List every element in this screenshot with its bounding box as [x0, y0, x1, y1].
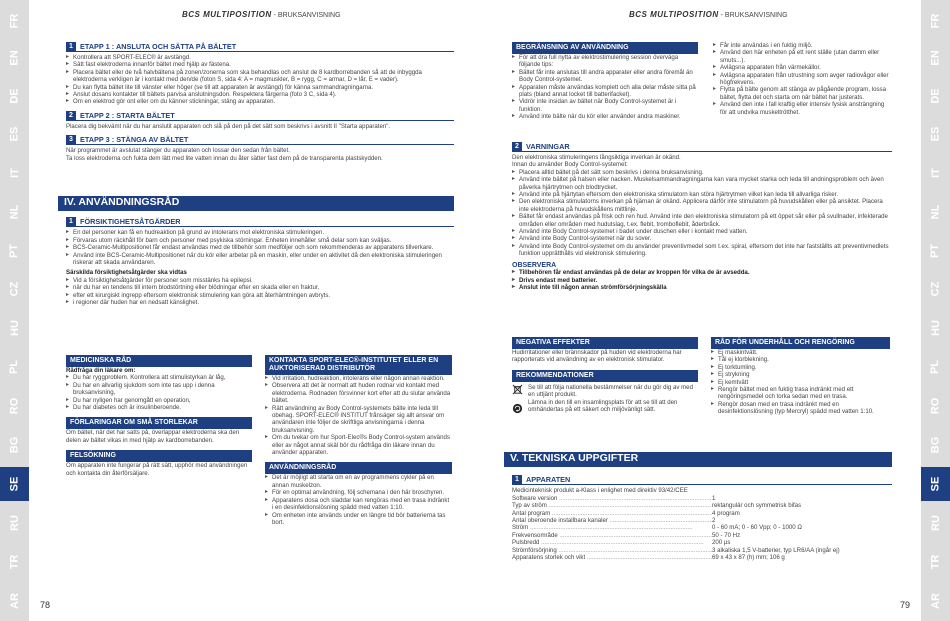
list-item: ▸ i regioner där huden har en nedsatt känslighet. [66, 299, 454, 306]
lang-tab-es[interactable]: ES [929, 126, 942, 142]
begransning-list [512, 54, 698, 121]
list-item: ▸ Använd den inte i fall kraftig eller intensiv fysisk ansträngning för att undvika muskeltrötthet. [713, 101, 890, 116]
right-lower-right-column [711, 337, 890, 416]
spec-table [512, 495, 892, 562]
list-item: ▸ efter ett kirurgiskt ingrepp eftersom elektronisk stimulering kan göra att återhämtningen avbryts. [66, 292, 454, 299]
recycle-icon [512, 403, 523, 414]
list-item: ▸ Bältet får inte anslutas till andra apparater eller andra föremål än Body Control-systemet. [512, 69, 698, 84]
language-tabs-left [0, 0, 29, 621]
etapp3-text: När programmet är avslutat stänger du apparaten och lossar den sedan från bältet. [66, 147, 290, 155]
lang-tab-pl[interactable]: PL [929, 359, 942, 375]
lang-tab-ro[interactable]: RO [8, 397, 21, 415]
varningar-list [512, 169, 892, 258]
list-item: ▸ För att dra full nytta av elektrostimulering session överväga följande tips: [512, 54, 698, 69]
box-title: KONTAKTA SPORT-ELEC®-INSTITUTET ELLER EN AUKTORISERAD DISTRIBUTÖR [265, 355, 452, 375]
observera-list [512, 269, 892, 291]
begransning-list-cont [713, 42, 890, 116]
list-item: ▸ Rätt användning av Body Control-systemets bälte inte leda till obehag. SPORT-ELEC® INSTITUT frånsäger sig allt ansvar om användaren inte följer de skriftliga anvisningarna i denna bruksanvisning. [265, 405, 452, 435]
list-item: ▸ Kontrollera att SPORT-ELEC® är avstängd. [66, 54, 454, 61]
box-title: MEDICINSKA RÅD [66, 355, 252, 367]
list-item: ▸ Ej kemtvätt [711, 379, 890, 386]
right-top-right-column [713, 42, 890, 116]
spec-row: Antal program ..... 4 program [512, 510, 892, 517]
list-item: ▸ Du har diabetes och är insulinberoende. [66, 404, 252, 411]
list-item: ▸ Använd inte på hjärtytan eftersom den elektroniska stimulatorn kan störa hjärtrytmen vilket kan leda till allvarliga risker. [512, 191, 892, 198]
section-title: APPARATEN [526, 475, 571, 485]
list-item: ▸ Avlägsna apparaten från utrustning som avger radiovågor eller högfrekvens. [713, 72, 890, 87]
list-item: ▸ Ej maskintvätt. [711, 349, 890, 356]
section-etapp2: 2 ETAPP 2 : STARTA BÄLTET [66, 111, 454, 121]
brand-logo: BCS MULTIPOSITION [629, 10, 719, 19]
chapter-title: IV. ANVÄNDNINGSRÅD [58, 196, 454, 211]
left-middle-column [58, 196, 454, 306]
list-item: ▸ Om du tvekar om hur Sport-Elec®s Body Control-system används eller av något annat skäl bör du rådfråga din läkare innan du använder apparaten. [265, 434, 452, 456]
page-header-left: BCS MULTIPOSITION - BRUKSANVISNING [182, 10, 341, 19]
lang-tab-fr[interactable]: FR [929, 13, 942, 29]
box-title: NEGATIVA EFFEKTER [512, 337, 698, 349]
section-title: ETAPP 3 : STÄNGA AV BÄLTET [80, 135, 189, 145]
lang-tab-ru[interactable]: RU [8, 515, 21, 531]
lang-tab-tr[interactable]: TR [929, 554, 942, 570]
page-header-right: BCS MULTIPOSITION - BRUKSANVISNING [629, 10, 788, 19]
list-item: ▸ Om enheten inte används under en längre tid bör batterierna tas bort. [265, 512, 452, 527]
list-item: ▸ Du kan flytta bältet lite till vänster eller höger (se till att apparaten är avstängd) för känna sammandragningarna. [66, 84, 454, 91]
etapp2-text: Placera dig bekvämt när du har anslutit apparaten och slå på den på det sätt som beskrivs i avsnitt II "Starta apparaten". [66, 122, 391, 130]
observera-title: OBSERVERA [512, 261, 557, 269]
list-item: ▸ Vid a försiktighetsåtgärder för personer som misstänks ha epilepsi. [66, 277, 454, 284]
underhall-list [711, 349, 890, 416]
box-title: RÅD FÖR UNDERHÅLL OCH RENGÖRING [711, 337, 890, 349]
forsiktighet-sub-list [66, 277, 454, 307]
spec-row: Strömförsörjning ..... 3 alkaliska 1,5 V-batterier, typ LR6/AA (ingår ej) [512, 547, 892, 554]
list-item: ▸ En del personer kan få en hudreaktion på grund av intolerans mot elektroniska stimuleringen. [66, 229, 454, 236]
section-title: ETAPP 1 : ANSLUTA OCH SÄTTA PÅ BÄLTET [80, 41, 237, 51]
list-item: ▸ Sätt fast elektroderna innanför bältet med hjälp av fästena. [66, 61, 454, 68]
lang-tab-es[interactable]: ES [8, 126, 21, 142]
lang-tab-de[interactable]: DE [929, 88, 942, 104]
felsokning-text: Om apparaten inte fungerar på rätt sätt, upphör med användningen och kontakta din återförsäljare. [66, 462, 248, 477]
list-item: ▸ Rengör bältet med en fuktig trasa indränkt med ett rengöringsmedel och torka sedan med en trasa. [711, 386, 890, 401]
box-title: ANVÄNDNINGSRÅD [265, 462, 452, 474]
page-number-right: 79 [900, 600, 911, 610]
list-item: ▸ Rengör dosan med en trasa indränkt med en desinfektionslösning (typ Mercryl) spädd med vatten 1:10. [711, 401, 890, 416]
list-item: ▸ Flytta på bälte genom att stänga av pågående program, lossa bältet, flytta det och starta om när bältet har justerats. [713, 86, 890, 101]
chapter-title: V. TEKNISKA UPPGIFTER [504, 452, 892, 467]
lang-tab-bg[interactable]: BG [929, 436, 942, 454]
list-item: ▸ Tillbehören får endast användas på de delar av kroppen för vilka de är avsedda. [512, 269, 892, 276]
section-title: ETAPP 2 : STARTA BÄLTET [80, 110, 175, 120]
list-item: ▸ Får inte användas i en fuktig miljö. [713, 42, 890, 49]
list-item: ▸ Använd inte Body Control-systemet när du sover. [512, 235, 892, 242]
list-item: ▸ Använd inte Body Control-systemet i badet under duschen eller i kontakt med vatten. [512, 228, 892, 235]
forsiktighet-list [66, 229, 454, 266]
section-etapp3: 3 ETAPP 3 : STÄNGA AV BÄLTET [66, 135, 454, 145]
list-item: ▸ Det är möjligt att starta om en av programmens cykler på en annan muskelzon. [265, 474, 452, 489]
medicinska-list [66, 374, 252, 411]
spec-row: Apparatens storlek och vikt ..... 69 x 43 x 87 (h) mm; 106 g [512, 554, 892, 561]
subheading: Särskilda försiktighetsåtgärder ska vidtas [66, 269, 187, 277]
list-item: ▸ Du har en allvarlig sjukdom som inte tas upp i denna bruksanvisning, [66, 382, 252, 397]
left-bottom-right-column [265, 355, 452, 526]
apparaten-intro: Medicinteknisk produkt a-Klass i enlighet med direktiv 93/42/CEE [512, 487, 688, 495]
wheelie-bin-crossed-icon [512, 384, 523, 395]
left-top-column [66, 40, 454, 162]
right-top-left-column [512, 42, 698, 121]
right-lower-left-column [512, 337, 698, 417]
section-title: VARNINGAR [526, 141, 570, 151]
lang-tab-hu[interactable]: HU [8, 320, 21, 336]
list-item: ▸ Använd inte Body Control-systemet om du använder preventivmedel som t.ex. spiral, eftersom det inte har fastställts att preventivmedlets funktion upprätthålls vid elektronisk stimulering. [512, 243, 892, 258]
rekommendationer-text: Lämna in den till en insamlingsplats för att se till att den omhändertas på ett säkert och miljövänligt sätt. [528, 398, 678, 414]
left-bottom-left-column [66, 355, 252, 477]
list-item: ▸ Placera alltid bältet på det sätt som beskrivs i denna bruksanvisning. [512, 169, 892, 176]
list-item: ▸ Ej strykning [711, 371, 890, 378]
list-item: ▸ Om en elektrod gör ont eller om du känner stickningar, stäng av apparaten. [66, 98, 454, 105]
lang-tab-de[interactable]: DE [8, 88, 21, 104]
lang-tab-pt[interactable]: PT [929, 243, 942, 259]
lang-tab-tr[interactable]: TR [8, 554, 21, 570]
etapp1-list [66, 54, 454, 106]
page-number-left: 78 [40, 600, 51, 610]
lang-tab-en[interactable]: EN [929, 50, 942, 66]
list-item: ▸ Använd den här enheten på ett rent ställe (utan damm eller smuts...). [713, 49, 890, 64]
spec-row: Ström ..... 0 - 60 mA; 0 - 60 Vpp; 0 - 1000 Ω [512, 524, 892, 531]
lang-tab-ar[interactable]: AR [929, 593, 942, 609]
section-etapp1: 1 ETAPP 1 : ANSLUTA OCH SÄTTA PÅ BÄLTET [66, 42, 454, 52]
section-varningar: 2 VARNINGAR [512, 142, 892, 152]
box-title: FÖRLARINGAR OM SMÅ STORLEKAR [66, 417, 252, 429]
list-item: ▸ Drivs endast med batterier. [512, 277, 892, 284]
rekommendationer-text: Se till att följa nationella bestämmelser när du gör dig av med en uttjänt produkt. [528, 383, 693, 399]
list-item: ▸ Apparatens dosa och sladdar kan rengöras med en trasa indränkt i en desinfektionslösning spädd med vatten 1:10. [265, 497, 452, 512]
spec-row: Typ av ström ..... rektangulär och symmetrisk bifas [512, 502, 892, 509]
kontakta-list [265, 375, 452, 456]
lang-tab-it[interactable]: IT [929, 168, 942, 178]
list-item: ▸ Den elektroniska stimulatorns inverkan på hjärnan är okänd. Applicera därför inte stimulatorn på huvudskållen eller på ansiktet. Placera inte elektroderna på huvudskållens mittlinje. [512, 198, 892, 213]
box-title: BEGRÄNSNING AV ANVÄNDNING [512, 42, 698, 54]
list-item: ▸ Anslut inte till någon annan strömförsörjningskälla [512, 284, 892, 291]
lang-tab-hu[interactable]: HU [929, 320, 942, 336]
medicinska-lead: Rådfråga din läkare om: [66, 367, 136, 374]
spec-row: Software version ..... 1 [512, 495, 892, 502]
forlaringar-text: Om bältet, när det har satts på, överlappar elektroderna ska den delen av bältet vikas in med hjälp av kardborrebanden. [66, 429, 240, 444]
lang-tab-pt[interactable]: PT [8, 243, 21, 259]
lang-tab-nl[interactable]: NL [929, 204, 942, 220]
section-apparaten: 1 APPARATEN [512, 475, 892, 485]
spec-row: Frekvensområde ..... 50 - 70 Hz [512, 532, 892, 539]
lang-tab-nl[interactable]: NL [8, 204, 21, 220]
list-item: ▸ Tål ej klorblekning. [711, 356, 890, 363]
list-item: ▸ Förvaras utom räckhåll för barn och personer med psykiska störningar. Enheten innehåller små delar som kan sväljas. [66, 237, 454, 244]
lang-tab-cz[interactable]: CZ [929, 281, 942, 297]
etapp3-text: Ta loss elektroderna och fukta dem lätt med lite vatten innan du åter sätter fast dem på de transparenta plastskydden. [66, 154, 383, 162]
list-item: ▸ Vid irritation, hudreaktion, intolerans eller någon annan reaktion. [265, 375, 452, 382]
list-item: ▸ när du har en tendens till intern blodstörtning eller blödningar efter en skada eller en fraktur, [66, 284, 454, 291]
list-item: ▸ Använd inte bälte när du kör eller använder andra maskiner. [512, 113, 698, 120]
list-item: ▸ Vidrör inte insidan av bältet när Body Control-systemet är i funktion. [512, 98, 698, 113]
varningar-intro: Innan du använder Body Control-systemet: [512, 161, 628, 169]
lang-tab-fr[interactable]: FR [8, 13, 21, 29]
list-item: ▸ BCS-Ceramic-Multipositionet får endast användas med de tillbehör som medföljer och som rekommenderas av apparatens tillverkare. [66, 244, 454, 251]
list-item: ▸ Anslut dosans kontakter till bältets parvisa anslutningsdon. Respektera färgerna (foto 3 C, sida 4). [66, 91, 454, 98]
list-item: ▸ Placera bältet eller de två halvbältena på zonen/zonerna som ska behandlas och anslut de 8 kardborrebanden så att de inbyggda elektroderna verkligen är i kontakt med den/de (foton S, sida 4: A = magmuskler, B = rygg, C = armar, D = lår, E = vader). [66, 69, 454, 84]
brand-logo: BCS MULTIPOSITION [182, 10, 272, 19]
varningar-intro: Den elektroniska stimuleringens långsiktiga inverkan är okänd. [512, 154, 681, 161]
lang-tab-cz[interactable]: CZ [8, 281, 21, 297]
right-middle-column [512, 140, 892, 291]
lang-tab-en[interactable]: EN [8, 50, 21, 66]
negativa-text: Hudirritationer eller brännskador på huden vid elektroderna har rapporterats vid användning av en elektronisk stimulator. [512, 349, 682, 364]
right-bottom-column [504, 452, 892, 561]
lang-tab-ar[interactable]: AR [8, 593, 21, 609]
list-item: ▸ Apparaten måste användas komplett och alla delar måste sitta på plats (bland annat locket till batterifacket). [512, 84, 698, 99]
lang-tab-pl[interactable]: PL [8, 359, 21, 375]
list-item: ▸ För en optimal användning, följ schemana i den här broschyren. [265, 489, 452, 496]
lang-tab-bg[interactable]: BG [8, 436, 21, 454]
box-title: REKOMMENDATIONER [512, 370, 698, 382]
anvandningsrad-list [265, 474, 452, 526]
section-title: FÖRSIKTIGHETSÅTGÄRDER [80, 217, 181, 227]
list-item: ▸ Du har ryggproblem. Kontrollera att stimulistyrkan är låg, [66, 374, 252, 381]
lang-tab-se[interactable]: SE [0, 467, 29, 501]
list-item: ▸ Använd inte bältet på halsen eller nacken. Muskelsammandragningarna kan vara mycket starka och leda till andningsproblem och även påverka hjärtrytmen och blodtrycket. [512, 176, 892, 191]
list-item: ▸ Du har nyligen har genomgått en operation, [66, 397, 252, 404]
list-item: ▸ Ej torktumling. [711, 364, 890, 371]
list-item: ▸ Avlägsna apparaten från värmekällor. [713, 64, 890, 71]
list-item: ▸ Använd inte BCS-Ceramic-Multipositionet när du kör eller arbetar på en maskin, eller under en aktivitet då den elektroniska stimuleringen riskerar att skada användaren. [66, 252, 454, 267]
section-forsiktighet: 1 FÖRSIKTIGHETSÅTGÄRDER [66, 217, 454, 227]
lang-tab-it[interactable]: IT [8, 168, 21, 178]
box-title: FELSÖKNING [66, 450, 252, 462]
spec-row: Antal oberoende installbara kanaler ..... 2 [512, 517, 892, 524]
lang-tab-se[interactable]: SE [921, 467, 950, 501]
spec-row: Pulsbredd ..... 200 µs [512, 539, 892, 546]
lang-tab-ru[interactable]: RU [929, 515, 942, 531]
lang-tab-ro[interactable]: RO [929, 397, 942, 415]
language-tabs-right [921, 0, 950, 621]
list-item: ▸ Observera att det är normalt att huden rodnar vid kontakt med elektroderna. Rodnaden försvinner kort efter att du slutar använda bältet. [265, 382, 452, 404]
list-item: ▸ Bältet får endast användas på frisk och ren hud. Använd inte den elektroniska stimulatorn på ett öppet sår eller på svullnader, infekterade områden eller områden med hudutslag, t.ex. flebit, tromboflebit, åderbråck. [512, 213, 892, 228]
